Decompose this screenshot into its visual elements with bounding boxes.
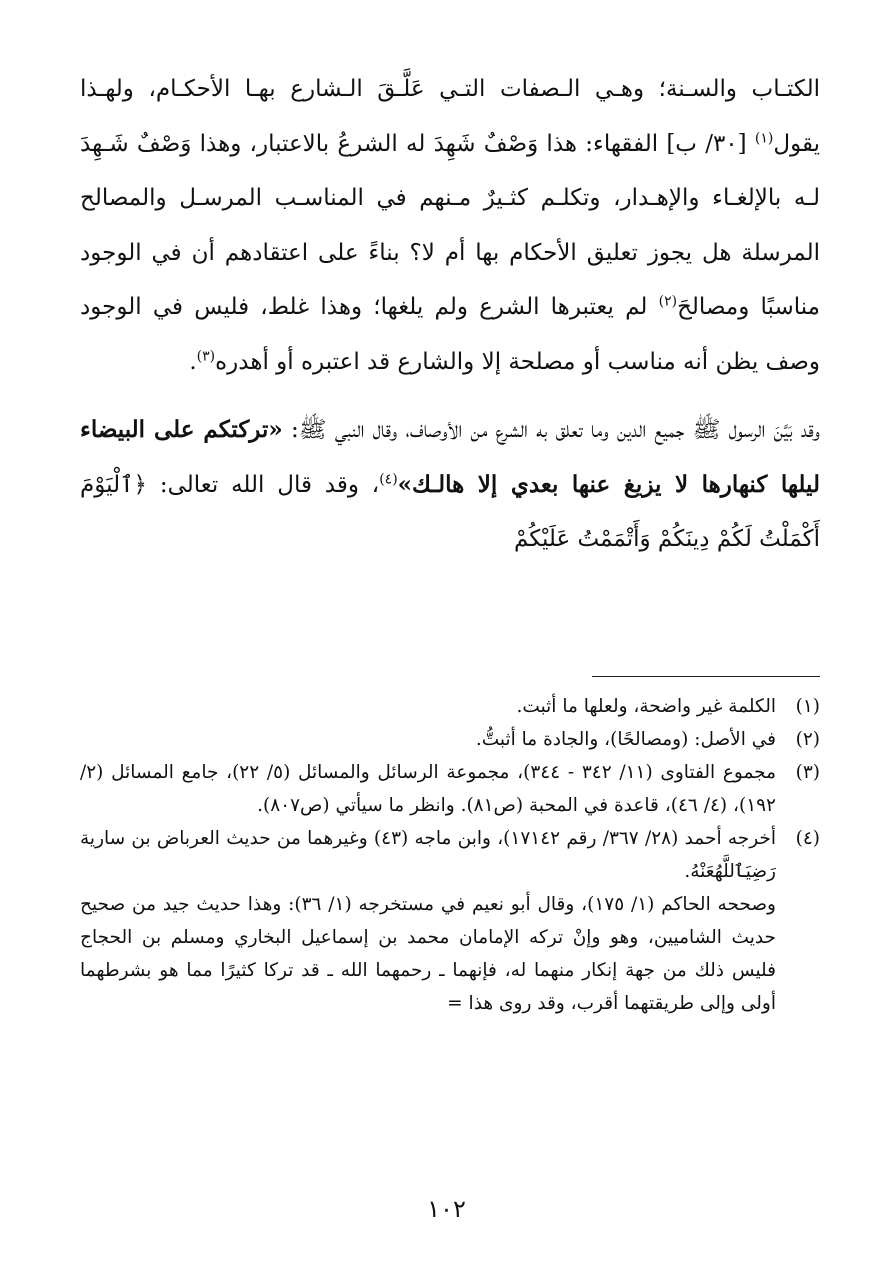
- footnote-text: مجموع الفتاوى (١١/ ٣٤٢ - ٣٤٤)، مجموعة الرسائل والمسائل (٥/ ٢٢)، جامع المسائل (٢/ ١٩٢)، (٤/ ٤٦)، قاعدة في المحبة (ص٨١). وانظر ما سيأتي (ص٨٠٧).: [80, 762, 777, 816]
- footnote-4: [80, 822, 820, 888]
- text-line: أو أهدره: [215, 348, 294, 375]
- footnote-text: الكلمة غير واضحة، ولعلها ما أثبت.: [516, 696, 776, 717]
- footnote-ref-4[interactable]: (٤): [379, 470, 398, 487]
- footnote-text: في الأصل: (ومصالحًا)، والجادة ما أثبتُّ.: [475, 729, 776, 750]
- text-line: لم يعتبرها الشرع ولم يلغها؛ وهذا غلط،: [260, 294, 659, 320]
- text-line: وقد بَيَّنَ الرسول ﷺ جميع الدين وما تعلق به الشرع من الأوصاف،: [405, 417, 820, 443]
- paragraph-2: [80, 403, 820, 567]
- footnote-number: (١): [795, 696, 820, 717]
- paragraph-1: [80, 62, 820, 389]
- text-line: الكتـاب والسـنة؛ وهـي الـصفات التـي عَلَّـقَ الـشارع بهـا الأحكـام، ولهـذا: [80, 76, 820, 102]
- footnote-1: [80, 690, 820, 723]
- footnote-number: (٣): [795, 762, 820, 783]
- text-line: أن في الوجود مناسبًا ومصالحَ: [80, 239, 821, 320]
- text-line: ، وقد قال الله تعالى: ﴿ٱلْيَوْمَ أَكْمَلْتُ لَكُمْ دِينَكُمْ وَأَتْمَمْتُ عَلَيْكُمْ: [80, 471, 820, 552]
- page-number: ١٠٢: [427, 1195, 466, 1223]
- text-line: يقول: [773, 130, 820, 157]
- footnote-2: [80, 723, 820, 756]
- text-line: والمصالح المرسلة هل يجوز تعليق الأحكام بها أم لا؟ بناءً على اعتقادهم: [80, 185, 821, 266]
- text-line: وقال النبي ﷺ:: [282, 417, 398, 443]
- footnotes: [80, 690, 820, 1020]
- footnote-number: (٢): [795, 729, 820, 750]
- footnote-ref-3[interactable]: (٣): [196, 347, 216, 364]
- footnote-number: (٤): [795, 828, 820, 849]
- footnote-3: [80, 756, 820, 822]
- text-line: [٣٠/ ب] الفقهاء: هذا وَصْفٌ شَهِدَ له الشرعُ بالاعتبار، وهذا وَصْفٌ: [136, 130, 755, 157]
- footnote-ref-2[interactable]: (٢): [658, 293, 678, 310]
- main-text: [80, 62, 820, 567]
- footnote-4-continuation: وصححه الحاكم (١/ ١٧٥)، وقال أبو نعيم في مستخرجه (١/ ٣٦): وهذا حديث جيد من صحيح حديث الشاميين، وهو وإنْ تركه الإمامان محمد بن إسماعيل البخاري ومسلم بن الحجاج فليس ذلك من جهة إنكار منهما له، فإنهما ـ رحمهما الله ـ قد تركا كثيرًا مما هو بشرطهما أولى وإلى طريقتهما أقرب، وقد روى هذا =: [80, 894, 776, 1014]
- text-line: فليس في الوجود وصف يظن أنه مناسب أو مصلحة إلا والشارع قد اعتبره: [80, 294, 820, 375]
- text-line: شَـهِدَ لـه بالإلغـاء والإهـدار، وتكلـم كثـيرٌ مـنهم في المناسـب المرسـل: [80, 130, 821, 211]
- text-line: .: [189, 348, 197, 375]
- footnote-ref-1[interactable]: (١): [754, 129, 774, 146]
- hadith-quote: «تركتكم على البيضاء ليلها كنهارها لا يزيغ عنها بعدي إلا هالـك»: [80, 416, 820, 498]
- footnote-separator: [592, 676, 820, 677]
- footnote-text: أخرجه أحمد (٢٨/ ٣٦٧/ رقم ١٧١٤٢)، وابن ماجه (٤٣) وغيرهما من حديث العرباض بن سارية رَضِيَٱللَّهُعَنْهُ.: [80, 828, 776, 882]
